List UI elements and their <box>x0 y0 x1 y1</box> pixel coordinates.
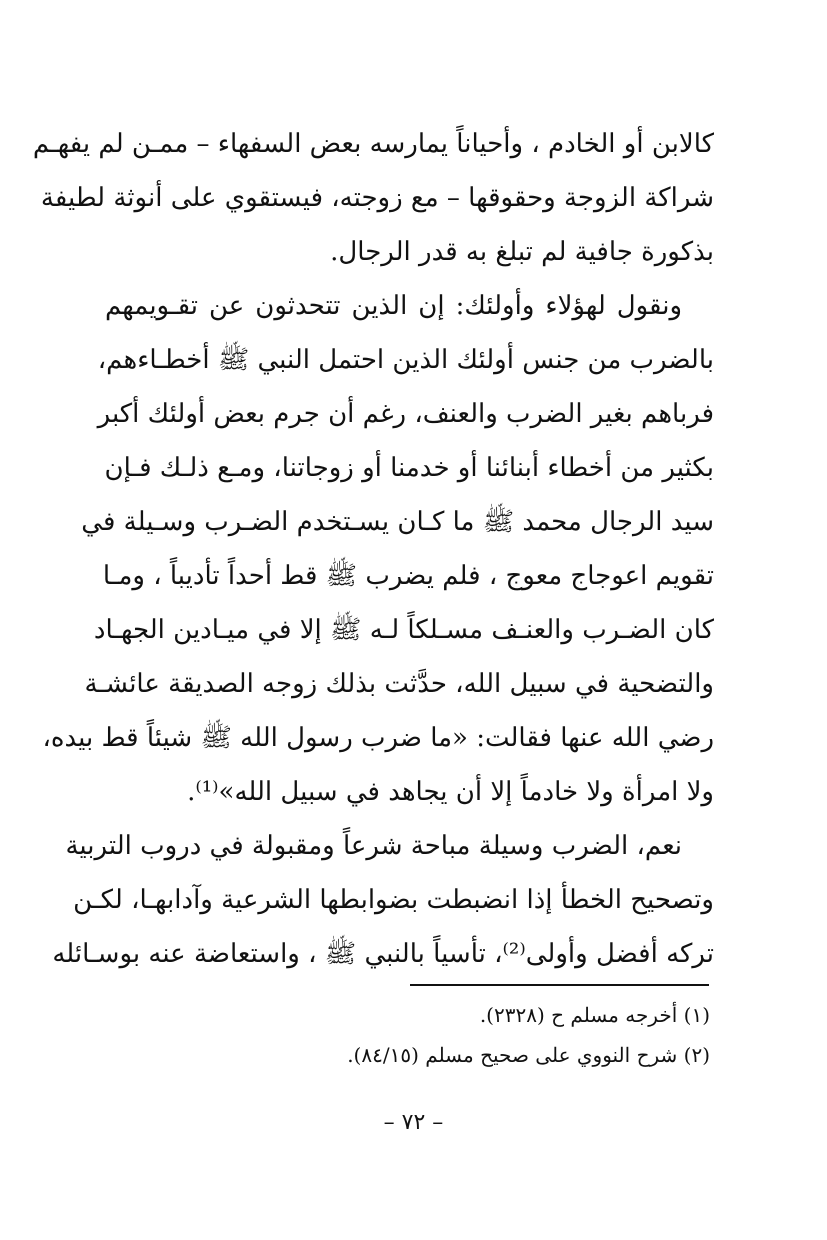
text-line: ولا امرأة ولا خادماً إلا أن يجاهد في سبيل الله»⁽¹⁾. <box>187 777 714 807</box>
footnote-1: (١) أخرجه مسلم ح (٢٣٢٨). <box>479 1003 710 1027</box>
text-line: بكثير من أخطاء أبنائنا أو خدمنا أو زوجاتنا، ومـع ذلـك فـإن <box>104 453 714 483</box>
text-line: فرباهم بغير الضرب والعنف، رغم أن جرم بعض أولئك أكبر <box>97 399 714 429</box>
text-line: بذكورة جافية لم تبلغ به قدر الرجال. <box>330 237 714 267</box>
text-line: بالضرب من جنس أولئك الذين احتمل النبي ﷺ أخطـاءهم، <box>97 345 714 375</box>
text-line: شراكة الزوجة وحقوقها – مع زوجته، فيستقوي على أنوثة لطيفة <box>40 183 714 213</box>
text-line: سيد الرجال محمد ﷺ ما كـان يسـتخدم الضـرب وسـيلة في <box>81 507 714 537</box>
text-line: كالابن أو الخادم ، وأحياناً يمارسه بعض السفهاء – ممـن لم يفهـم <box>32 129 714 159</box>
text-line: تركه أفضل وأولى⁽²⁾، تأسياً بالنبي ﷺ ، واستعاضة عنه بوسـائله <box>52 939 714 969</box>
footnotes <box>300 995 710 1075</box>
text-line: ونقول لهؤلاء وأولئك: إن الذين تتحدثون عن تقـويمهم <box>105 291 682 321</box>
text-line: تقويم اعوجاج معوج ، فلم يضرب ﷺ قط أحداً تأديباً ، ومـا <box>102 561 714 591</box>
text-line: كان الضـرب والعنـف مسـلكاً لـه ﷺ إلا في ميـادين الجهـاد <box>93 615 714 645</box>
footnote-2: (٢) شرح النووي على صحيح مسلم (٨٤/١٥). <box>347 1043 710 1067</box>
text-line: رضي الله عنها فقالت: «ما ضرب رسول الله ﷺ شيئاً قط بيده، <box>42 723 714 753</box>
footnote-separator <box>410 984 709 986</box>
text-line: وتصحيح الخطأ إذا انضبطت بضوابطها الشرعية وآدابهـا، لكـن <box>73 885 714 915</box>
page-number: – ٧٢ – <box>383 1110 444 1135</box>
text-line: والتضحية في سبيل الله، حدَّثت بذلك زوجه الصديقة عائشـة <box>84 669 714 699</box>
text-line: نعم، الضرب وسيلة مباحة شرعاً ومقبولة في دروب التربية <box>65 831 682 861</box>
body-text <box>32 117 714 981</box>
